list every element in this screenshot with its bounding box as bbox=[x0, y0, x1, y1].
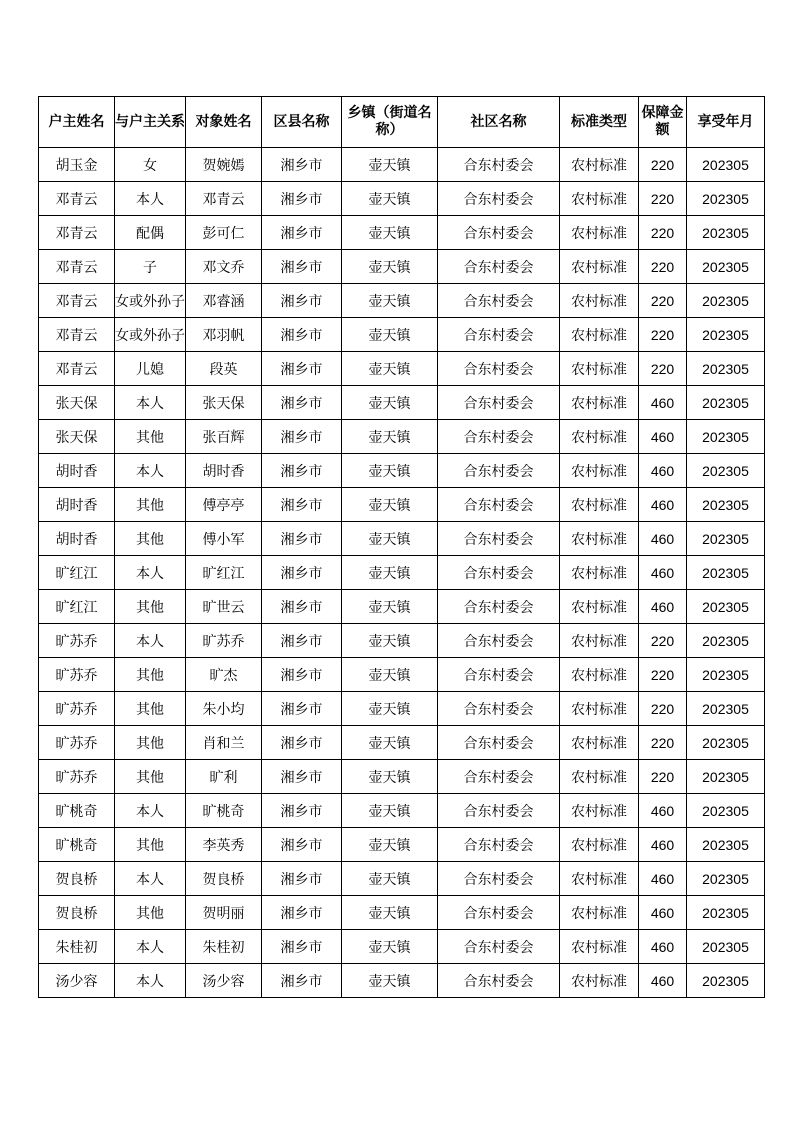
cell-community: 合东村委会 bbox=[438, 760, 560, 794]
cell-township: 壶天镇 bbox=[342, 828, 438, 862]
cell-relationship: 本人 bbox=[115, 556, 186, 590]
cell-community: 合东村委会 bbox=[438, 896, 560, 930]
cell-community: 合东村委会 bbox=[438, 454, 560, 488]
cell-recipient-name: 肖和兰 bbox=[186, 726, 262, 760]
cell-householder-name: 邓青云 bbox=[39, 182, 115, 216]
cell-period: 202305 bbox=[687, 522, 765, 556]
cell-period: 202305 bbox=[687, 216, 765, 250]
cell-householder-name: 贺良桥 bbox=[39, 862, 115, 896]
header-county: 区县名称 bbox=[262, 97, 342, 148]
cell-township: 壶天镇 bbox=[342, 692, 438, 726]
cell-relationship: 其他 bbox=[115, 488, 186, 522]
table-row bbox=[39, 794, 765, 828]
cell-period: 202305 bbox=[687, 964, 765, 998]
cell-county: 湘乡市 bbox=[262, 624, 342, 658]
cell-standard-type: 农村标准 bbox=[560, 862, 639, 896]
cell-county: 湘乡市 bbox=[262, 522, 342, 556]
cell-county: 湘乡市 bbox=[262, 216, 342, 250]
cell-county: 湘乡市 bbox=[262, 964, 342, 998]
cell-relationship-text: 女或外孙子 bbox=[115, 293, 185, 310]
cell-relationship: 其他 bbox=[115, 896, 186, 930]
cell-relationship: 其他 bbox=[115, 522, 186, 556]
cell-period: 202305 bbox=[687, 828, 765, 862]
cell-period: 202305 bbox=[687, 250, 765, 284]
cell-township: 壶天镇 bbox=[342, 556, 438, 590]
cell-relationship-text: 女或外孙子 bbox=[115, 327, 185, 344]
cell-community: 合东村委会 bbox=[438, 386, 560, 420]
cell-amount: 220 bbox=[639, 658, 687, 692]
cell-standard-type: 农村标准 bbox=[560, 386, 639, 420]
cell-standard-type: 农村标准 bbox=[560, 522, 639, 556]
cell-amount: 220 bbox=[639, 726, 687, 760]
cell-standard-type: 农村标准 bbox=[560, 760, 639, 794]
cell-standard-type: 农村标准 bbox=[560, 556, 639, 590]
header-community: 社区名称 bbox=[438, 97, 560, 148]
cell-township: 壶天镇 bbox=[342, 862, 438, 896]
cell-period: 202305 bbox=[687, 556, 765, 590]
cell-standard-type: 农村标准 bbox=[560, 590, 639, 624]
cell-period: 202305 bbox=[687, 454, 765, 488]
cell-standard-type: 农村标准 bbox=[560, 352, 639, 386]
cell-amount: 460 bbox=[639, 828, 687, 862]
cell-community: 合东村委会 bbox=[438, 794, 560, 828]
cell-county: 湘乡市 bbox=[262, 896, 342, 930]
cell-period: 202305 bbox=[687, 794, 765, 828]
cell-recipient-name: 旷苏乔 bbox=[186, 624, 262, 658]
cell-householder-name: 旷苏乔 bbox=[39, 692, 115, 726]
cell-community: 合东村委会 bbox=[438, 828, 560, 862]
header-standard-type: 标准类型 bbox=[560, 97, 639, 148]
header-householder-name: 户主姓名 bbox=[39, 97, 115, 148]
cell-householder-name: 贺良桥 bbox=[39, 896, 115, 930]
cell-recipient-name: 旷红江 bbox=[186, 556, 262, 590]
cell-householder-name: 旷苏乔 bbox=[39, 726, 115, 760]
cell-standard-type: 农村标准 bbox=[560, 964, 639, 998]
cell-amount: 460 bbox=[639, 386, 687, 420]
cell-standard-type: 农村标准 bbox=[560, 182, 639, 216]
table-row bbox=[39, 692, 765, 726]
table-row bbox=[39, 522, 765, 556]
cell-county: 湘乡市 bbox=[262, 658, 342, 692]
cell-householder-name: 胡时香 bbox=[39, 454, 115, 488]
cell-community: 合东村委会 bbox=[438, 522, 560, 556]
cell-amount: 220 bbox=[639, 216, 687, 250]
cell-township: 壶天镇 bbox=[342, 420, 438, 454]
cell-period: 202305 bbox=[687, 386, 765, 420]
cell-recipient-name: 朱小均 bbox=[186, 692, 262, 726]
cell-householder-name: 邓青云 bbox=[39, 284, 115, 318]
cell-householder-name: 旷桃奇 bbox=[39, 794, 115, 828]
cell-recipient-name: 张百辉 bbox=[186, 420, 262, 454]
cell-community: 合东村委会 bbox=[438, 590, 560, 624]
cell-standard-type: 农村标准 bbox=[560, 658, 639, 692]
table-row bbox=[39, 216, 765, 250]
table-row bbox=[39, 352, 765, 386]
table-row bbox=[39, 386, 765, 420]
cell-standard-type: 农村标准 bbox=[560, 216, 639, 250]
cell-township: 壶天镇 bbox=[342, 284, 438, 318]
cell-standard-type: 农村标准 bbox=[560, 828, 639, 862]
cell-amount: 220 bbox=[639, 692, 687, 726]
cell-community: 合东村委会 bbox=[438, 420, 560, 454]
cell-community: 合东村委会 bbox=[438, 658, 560, 692]
table-row bbox=[39, 420, 765, 454]
cell-community: 合东村委会 bbox=[438, 488, 560, 522]
cell-period: 202305 bbox=[687, 488, 765, 522]
cell-amount: 460 bbox=[639, 896, 687, 930]
cell-householder-name: 邓青云 bbox=[39, 352, 115, 386]
cell-relationship: 子 bbox=[115, 250, 186, 284]
cell-county: 湘乡市 bbox=[262, 828, 342, 862]
cell-county: 湘乡市 bbox=[262, 556, 342, 590]
cell-householder-name: 邓青云 bbox=[39, 318, 115, 352]
table-row bbox=[39, 896, 765, 930]
cell-recipient-name: 邓羽帆 bbox=[186, 318, 262, 352]
table-row bbox=[39, 964, 765, 998]
cell-amount: 460 bbox=[639, 454, 687, 488]
cell-amount: 220 bbox=[639, 624, 687, 658]
cell-county: 湘乡市 bbox=[262, 352, 342, 386]
cell-recipient-name: 旷利 bbox=[186, 760, 262, 794]
cell-period: 202305 bbox=[687, 930, 765, 964]
cell-township: 壶天镇 bbox=[342, 658, 438, 692]
cell-community: 合东村委会 bbox=[438, 250, 560, 284]
header-period: 享受年月 bbox=[687, 97, 765, 148]
cell-period: 202305 bbox=[687, 862, 765, 896]
table-row bbox=[39, 182, 765, 216]
cell-township: 壶天镇 bbox=[342, 590, 438, 624]
cell-community: 合东村委会 bbox=[438, 352, 560, 386]
cell-relationship: 其他 bbox=[115, 658, 186, 692]
cell-recipient-name: 邓睿涵 bbox=[186, 284, 262, 318]
cell-amount: 460 bbox=[639, 964, 687, 998]
cell-relationship: 其他 bbox=[115, 726, 186, 760]
cell-township: 壶天镇 bbox=[342, 318, 438, 352]
cell-amount: 460 bbox=[639, 590, 687, 624]
cell-county: 湘乡市 bbox=[262, 692, 342, 726]
cell-county: 湘乡市 bbox=[262, 488, 342, 522]
cell-recipient-name: 旷杰 bbox=[186, 658, 262, 692]
cell-township: 壶天镇 bbox=[342, 760, 438, 794]
table-row bbox=[39, 760, 765, 794]
cell-recipient-name: 李英秀 bbox=[186, 828, 262, 862]
cell-community: 合东村委会 bbox=[438, 726, 560, 760]
cell-relationship: 本人 bbox=[115, 454, 186, 488]
cell-period: 202305 bbox=[687, 352, 765, 386]
cell-community: 合东村委会 bbox=[438, 148, 560, 182]
cell-recipient-name: 贺良桥 bbox=[186, 862, 262, 896]
table-row bbox=[39, 828, 765, 862]
cell-relationship: 其他 bbox=[115, 692, 186, 726]
cell-householder-name: 旷红江 bbox=[39, 590, 115, 624]
cell-standard-type: 农村标准 bbox=[560, 726, 639, 760]
header-relationship: 与户主关系 bbox=[115, 97, 186, 148]
cell-householder-name: 邓青云 bbox=[39, 250, 115, 284]
cell-householder-name: 胡玉金 bbox=[39, 148, 115, 182]
cell-recipient-name: 朱桂初 bbox=[186, 930, 262, 964]
cell-recipient-name: 旷世云 bbox=[186, 590, 262, 624]
cell-community: 合东村委会 bbox=[438, 284, 560, 318]
cell-township: 壶天镇 bbox=[342, 216, 438, 250]
table-row bbox=[39, 658, 765, 692]
cell-amount: 460 bbox=[639, 930, 687, 964]
cell-householder-name: 旷苏乔 bbox=[39, 658, 115, 692]
cell-householder-name: 旷苏乔 bbox=[39, 624, 115, 658]
table-row bbox=[39, 318, 765, 352]
cell-township: 壶天镇 bbox=[342, 930, 438, 964]
cell-standard-type: 农村标准 bbox=[560, 454, 639, 488]
cell-county: 湘乡市 bbox=[262, 794, 342, 828]
cell-relationship bbox=[115, 318, 186, 352]
cell-county: 湘乡市 bbox=[262, 862, 342, 896]
cell-amount: 220 bbox=[639, 148, 687, 182]
cell-standard-type: 农村标准 bbox=[560, 250, 639, 284]
table-row bbox=[39, 250, 765, 284]
cell-county: 湘乡市 bbox=[262, 930, 342, 964]
table-row bbox=[39, 930, 765, 964]
cell-standard-type: 农村标准 bbox=[560, 318, 639, 352]
header-row bbox=[39, 97, 765, 148]
header-recipient-name: 对象姓名 bbox=[186, 97, 262, 148]
cell-county: 湘乡市 bbox=[262, 318, 342, 352]
cell-period: 202305 bbox=[687, 726, 765, 760]
cell-standard-type: 农村标准 bbox=[560, 692, 639, 726]
cell-county: 湘乡市 bbox=[262, 148, 342, 182]
cell-householder-name: 胡时香 bbox=[39, 522, 115, 556]
header-township: 乡镇（街道名称） bbox=[342, 97, 438, 148]
cell-township: 壶天镇 bbox=[342, 386, 438, 420]
cell-standard-type: 农村标准 bbox=[560, 896, 639, 930]
cell-recipient-name: 傅亭亭 bbox=[186, 488, 262, 522]
cell-period: 202305 bbox=[687, 692, 765, 726]
cell-township: 壶天镇 bbox=[342, 794, 438, 828]
cell-standard-type: 农村标准 bbox=[560, 930, 639, 964]
cell-standard-type: 农村标准 bbox=[560, 148, 639, 182]
cell-county: 湘乡市 bbox=[262, 182, 342, 216]
cell-householder-name: 旷桃奇 bbox=[39, 828, 115, 862]
cell-relationship: 本人 bbox=[115, 624, 186, 658]
cell-community: 合东村委会 bbox=[438, 964, 560, 998]
cell-amount: 460 bbox=[639, 522, 687, 556]
cell-township: 壶天镇 bbox=[342, 726, 438, 760]
cell-amount: 460 bbox=[639, 556, 687, 590]
table-row bbox=[39, 284, 765, 318]
cell-relationship: 本人 bbox=[115, 182, 186, 216]
cell-period: 202305 bbox=[687, 318, 765, 352]
cell-township: 壶天镇 bbox=[342, 522, 438, 556]
table-row bbox=[39, 148, 765, 182]
cell-period: 202305 bbox=[687, 624, 765, 658]
cell-amount: 220 bbox=[639, 760, 687, 794]
cell-period: 202305 bbox=[687, 148, 765, 182]
cell-householder-name: 张天保 bbox=[39, 386, 115, 420]
cell-recipient-name: 邓文乔 bbox=[186, 250, 262, 284]
cell-householder-name: 胡时香 bbox=[39, 488, 115, 522]
table-row bbox=[39, 488, 765, 522]
cell-amount: 220 bbox=[639, 284, 687, 318]
cell-recipient-name: 胡时香 bbox=[186, 454, 262, 488]
cell-township: 壶天镇 bbox=[342, 182, 438, 216]
assistance-table bbox=[38, 96, 765, 998]
cell-relationship: 本人 bbox=[115, 386, 186, 420]
cell-recipient-name: 张天保 bbox=[186, 386, 262, 420]
cell-period: 202305 bbox=[687, 182, 765, 216]
cell-community: 合东村委会 bbox=[438, 182, 560, 216]
cell-recipient-name: 旷桃奇 bbox=[186, 794, 262, 828]
cell-amount: 460 bbox=[639, 862, 687, 896]
cell-county: 湘乡市 bbox=[262, 760, 342, 794]
cell-standard-type: 农村标准 bbox=[560, 794, 639, 828]
cell-county: 湘乡市 bbox=[262, 284, 342, 318]
cell-amount: 220 bbox=[639, 352, 687, 386]
cell-period: 202305 bbox=[687, 590, 765, 624]
table-row bbox=[39, 454, 765, 488]
cell-community: 合东村委会 bbox=[438, 318, 560, 352]
cell-householder-name: 朱桂初 bbox=[39, 930, 115, 964]
cell-relationship: 本人 bbox=[115, 964, 186, 998]
cell-relationship: 其他 bbox=[115, 420, 186, 454]
cell-township: 壶天镇 bbox=[342, 964, 438, 998]
cell-recipient-name: 彭可仁 bbox=[186, 216, 262, 250]
cell-relationship: 儿媳 bbox=[115, 352, 186, 386]
cell-township: 壶天镇 bbox=[342, 352, 438, 386]
cell-relationship: 其他 bbox=[115, 828, 186, 862]
cell-householder-name: 汤少容 bbox=[39, 964, 115, 998]
cell-community: 合东村委会 bbox=[438, 216, 560, 250]
cell-period: 202305 bbox=[687, 284, 765, 318]
cell-amount: 460 bbox=[639, 420, 687, 454]
table-row bbox=[39, 862, 765, 896]
cell-recipient-name: 段英 bbox=[186, 352, 262, 386]
cell-township: 壶天镇 bbox=[342, 250, 438, 284]
cell-community: 合东村委会 bbox=[438, 692, 560, 726]
cell-township: 壶天镇 bbox=[342, 624, 438, 658]
cell-county: 湘乡市 bbox=[262, 726, 342, 760]
cell-township: 壶天镇 bbox=[342, 488, 438, 522]
cell-relationship: 配偶 bbox=[115, 216, 186, 250]
cell-relationship: 本人 bbox=[115, 862, 186, 896]
cell-township: 壶天镇 bbox=[342, 454, 438, 488]
cell-recipient-name: 汤少容 bbox=[186, 964, 262, 998]
cell-county: 湘乡市 bbox=[262, 386, 342, 420]
cell-relationship: 其他 bbox=[115, 590, 186, 624]
table-row bbox=[39, 556, 765, 590]
cell-township: 壶天镇 bbox=[342, 896, 438, 930]
cell-standard-type: 农村标准 bbox=[560, 488, 639, 522]
table-row bbox=[39, 624, 765, 658]
cell-recipient-name: 邓青云 bbox=[186, 182, 262, 216]
cell-relationship bbox=[115, 284, 186, 318]
cell-community: 合东村委会 bbox=[438, 930, 560, 964]
cell-recipient-name: 傅小军 bbox=[186, 522, 262, 556]
cell-community: 合东村委会 bbox=[438, 556, 560, 590]
cell-amount: 220 bbox=[639, 318, 687, 352]
cell-community: 合东村委会 bbox=[438, 862, 560, 896]
cell-amount: 460 bbox=[639, 488, 687, 522]
cell-standard-type: 农村标准 bbox=[560, 284, 639, 318]
cell-county: 湘乡市 bbox=[262, 250, 342, 284]
cell-householder-name: 旷苏乔 bbox=[39, 760, 115, 794]
cell-amount: 220 bbox=[639, 250, 687, 284]
cell-amount: 460 bbox=[639, 794, 687, 828]
cell-county: 湘乡市 bbox=[262, 420, 342, 454]
cell-householder-name: 旷红江 bbox=[39, 556, 115, 590]
cell-standard-type: 农村标准 bbox=[560, 420, 639, 454]
cell-county: 湘乡市 bbox=[262, 590, 342, 624]
cell-relationship: 女 bbox=[115, 148, 186, 182]
header-amount: 保障金额 bbox=[639, 97, 687, 148]
cell-community: 合东村委会 bbox=[438, 624, 560, 658]
cell-period: 202305 bbox=[687, 658, 765, 692]
table-row bbox=[39, 590, 765, 624]
cell-period: 202305 bbox=[687, 896, 765, 930]
table-row bbox=[39, 726, 765, 760]
cell-recipient-name: 贺婉嫣 bbox=[186, 148, 262, 182]
cell-standard-type: 农村标准 bbox=[560, 624, 639, 658]
cell-householder-name: 邓青云 bbox=[39, 216, 115, 250]
cell-county: 湘乡市 bbox=[262, 454, 342, 488]
cell-relationship: 本人 bbox=[115, 794, 186, 828]
cell-township: 壶天镇 bbox=[342, 148, 438, 182]
cell-amount: 220 bbox=[639, 182, 687, 216]
cell-relationship: 本人 bbox=[115, 930, 186, 964]
cell-householder-name: 张天保 bbox=[39, 420, 115, 454]
cell-period: 202305 bbox=[687, 420, 765, 454]
cell-period: 202305 bbox=[687, 760, 765, 794]
cell-recipient-name: 贺明丽 bbox=[186, 896, 262, 930]
cell-relationship: 其他 bbox=[115, 760, 186, 794]
